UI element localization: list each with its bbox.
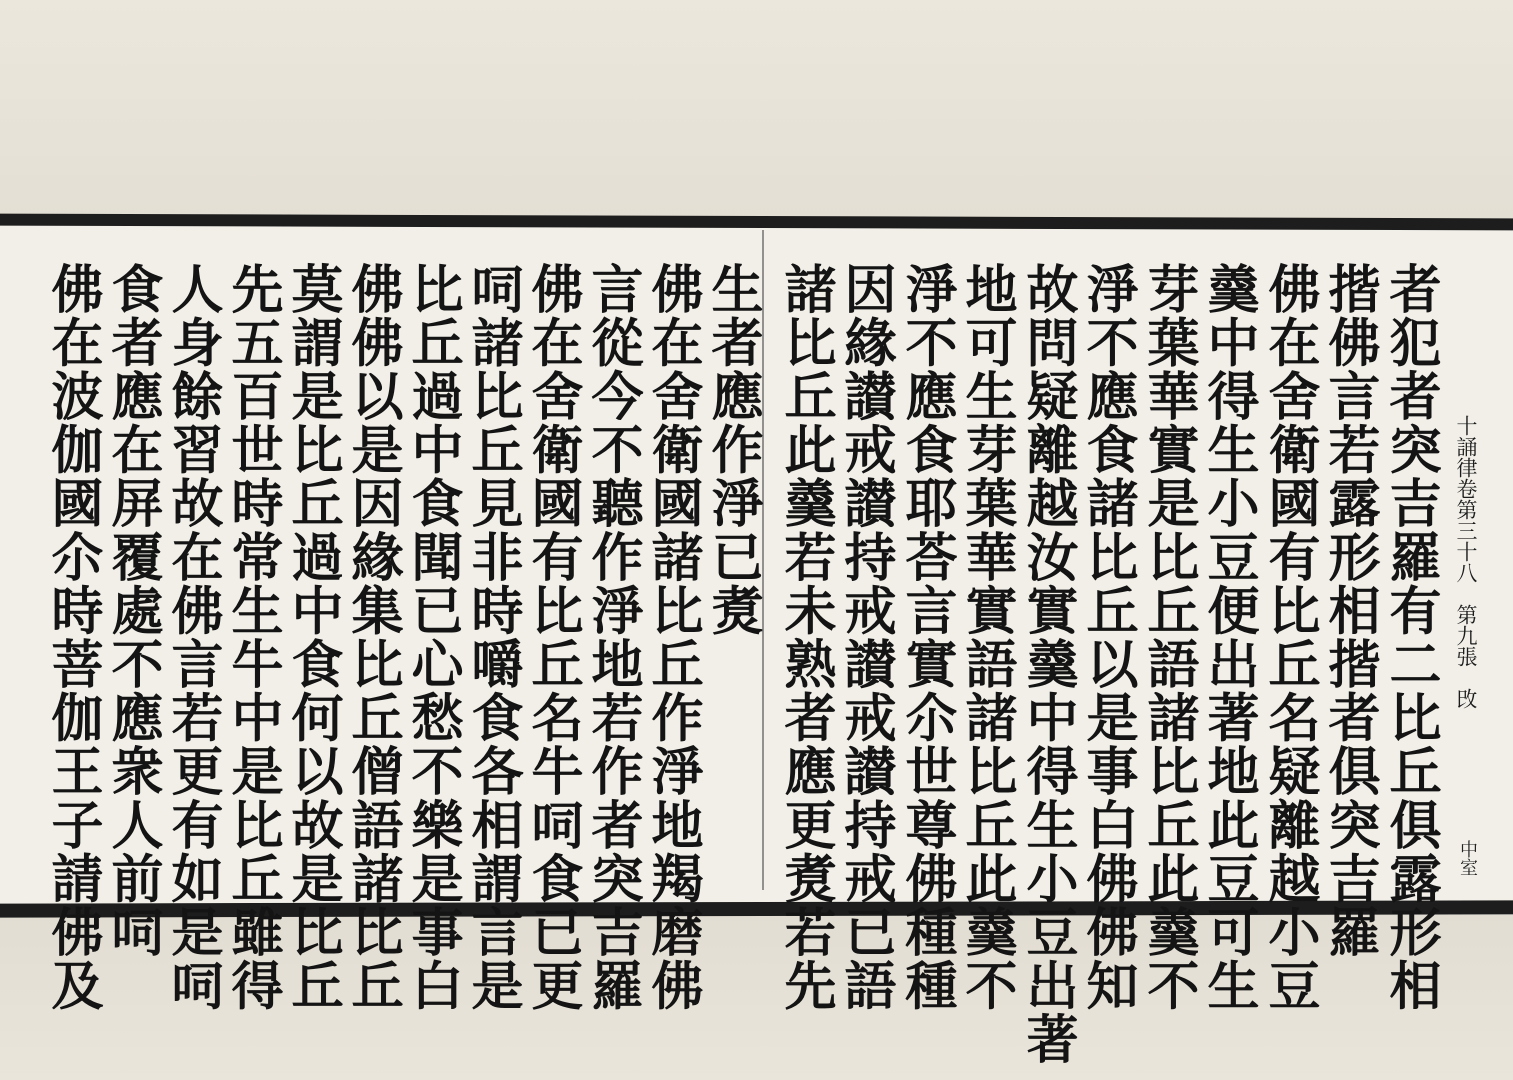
text-column: 故問疑離越汝實羹中得生小豆出著 xyxy=(1017,262,1078,1066)
text-column: 羹中得生小豆便出著地此豆可生 xyxy=(1198,262,1259,1013)
text-column: 莫謂是比丘過中食何以故是比丘 xyxy=(282,262,343,1013)
paper-margin-top xyxy=(0,0,1513,220)
margin-title: 十誦律卷第三十八 第九張 攺 xyxy=(1454,415,1478,709)
margin-bottom-mark: 中室 xyxy=(1457,840,1478,876)
text-column: 佛佛以是因緣集比丘僧語諸比丘 xyxy=(342,262,403,1013)
text-column: 生者應作淨已煑 xyxy=(702,262,763,638)
text-column: 淨不應食諸比丘以是事白佛佛知 xyxy=(1077,262,1138,1013)
text-column: 揩佛言若露形相揩者俱突吉羅 xyxy=(1319,262,1380,959)
text-column: 佛在舍衛國有比丘名牛呞食已更 xyxy=(522,262,583,1013)
text-column: 食者應在屏覆處不應衆人前呞 xyxy=(102,262,163,959)
text-column: 佛在舍衛國諸比丘作淨地羯磨佛 xyxy=(642,262,703,1013)
text-column: 因緣讃戒讃持戒讃戒讃持戒已語 xyxy=(835,262,896,1013)
text-column: 者犯者突吉羅有二比丘俱露形相 xyxy=(1380,262,1441,1013)
text-column: 先五百世時常生牛中是比丘雖得 xyxy=(222,262,283,1013)
text-column: 地可生芽葉華實語諸比丘此羹不 xyxy=(956,262,1017,1013)
text-column: 言從今不聽作淨地若作者突吉羅 xyxy=(582,262,643,1013)
text-column: 淨不應食耶荅言實尒世尊佛種種 xyxy=(896,262,957,1013)
text-column: 諸比丘此羹若未熟者應更煑若先 xyxy=(775,262,836,1013)
text-column: 芽葉華實是比丘語諸比丘此羹不 xyxy=(1138,262,1199,1013)
text-column: 人身餘習故在佛言若更有如是呞 xyxy=(162,262,223,1013)
text-column: 比丘過中食聞已心愁不樂是事白 xyxy=(402,262,463,1013)
text-column: 呞諸比丘見非時嚼食各相謂言是 xyxy=(462,262,523,1013)
text-column: 佛在舍衛國有比丘名疑離越小豆 xyxy=(1259,262,1320,1013)
text-column: 佛在波伽國尒時菩伽王子請佛及 xyxy=(42,262,103,1013)
